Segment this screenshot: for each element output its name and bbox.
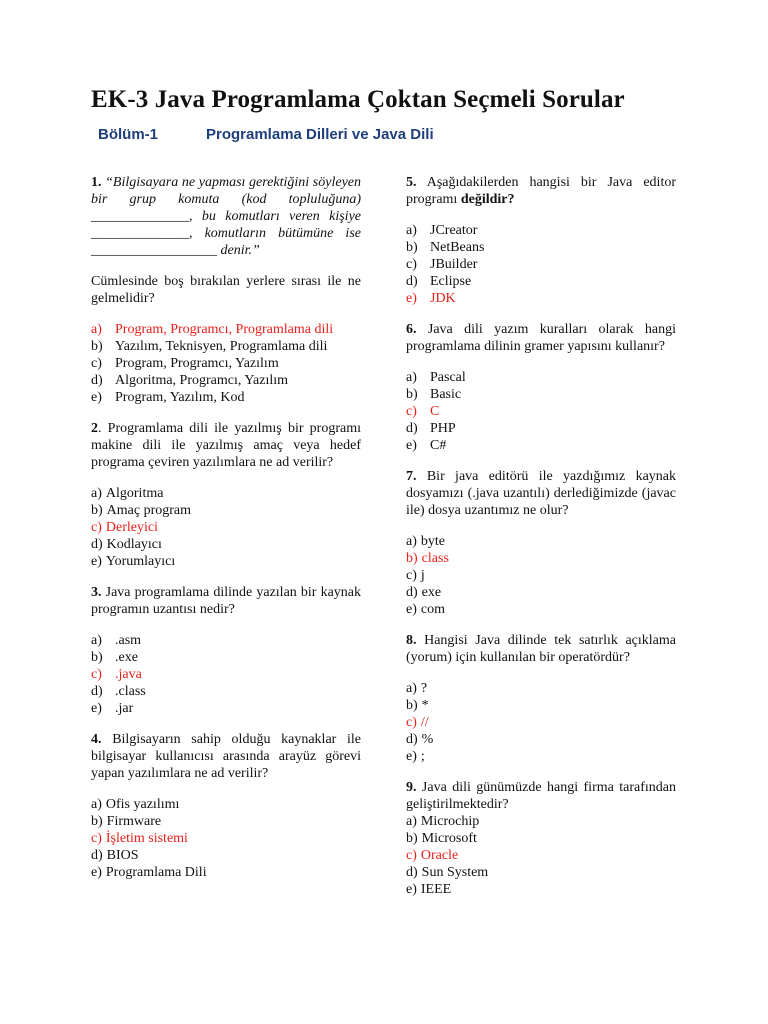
question-stem: [406, 321, 676, 355]
correct-option: [406, 550, 676, 567]
option-label: d): [91, 684, 103, 699]
answer-option: [91, 485, 361, 502]
question-stem: [406, 468, 676, 519]
answer-option: [406, 222, 676, 239]
option-text: Oracle: [420, 848, 459, 863]
option-label: b): [406, 387, 418, 402]
options-list: [406, 369, 676, 454]
option-text: Pascal: [430, 370, 466, 385]
question-number: 9.: [406, 780, 417, 795]
option-label: a): [406, 534, 417, 549]
question-8: [406, 632, 676, 765]
option-text: Program, Programcı, Yazılım: [115, 356, 279, 371]
option-text: Algoritma, Programcı, Yazılım: [115, 373, 289, 388]
option-label: a): [91, 486, 102, 501]
question-6: [406, 321, 676, 454]
option-label: d): [91, 373, 103, 388]
question-text: Aşağıdakilerden hangisi bir Java editor programı: [406, 175, 676, 207]
option-text: C#: [430, 438, 447, 453]
answer-option: [91, 389, 361, 406]
answer-option: [91, 553, 361, 570]
option-label: e): [91, 554, 102, 569]
answer-option: [406, 680, 676, 697]
section-label: Bölüm-1: [98, 126, 158, 143]
option-text: .jar: [115, 701, 134, 716]
option-label: a): [91, 797, 102, 812]
option-label: c): [91, 356, 102, 371]
answer-option: [91, 683, 361, 700]
question-text: Hangisi Java dilinde tek satırlık açıklama (yorum) için kullanılan bir operatördür?: [406, 633, 676, 665]
option-label: c): [91, 831, 102, 846]
option-label: c): [91, 667, 102, 682]
option-text: ?: [420, 681, 428, 696]
answer-option: [406, 584, 676, 601]
option-text: Sun System: [421, 865, 489, 880]
answer-option: [406, 256, 676, 273]
question-text: Java dili yazım kuralları olarak hangi programlama dilinin gramer yapısını kullanır?: [406, 322, 676, 354]
question-9: [406, 779, 676, 898]
option-text: Derleyici: [105, 520, 158, 535]
option-label: e): [91, 390, 102, 405]
question-stem: [91, 731, 361, 782]
answer-option: [406, 697, 676, 714]
options-list: [406, 680, 676, 765]
option-label: b): [91, 339, 103, 354]
option-label: e): [406, 749, 417, 764]
question-number: 3.: [91, 585, 102, 600]
question-emphasis: değildir?: [460, 192, 515, 207]
option-label: c): [406, 568, 417, 583]
answer-option: [406, 369, 676, 386]
option-text: ;: [420, 749, 425, 764]
question-number: 6.: [406, 322, 417, 337]
option-text: IEEE: [420, 882, 452, 897]
option-text: Amaç program: [106, 503, 192, 518]
option-text: class: [421, 551, 449, 566]
answer-option: [91, 372, 361, 389]
option-label: e): [406, 438, 417, 453]
section-heading: [98, 126, 434, 143]
answer-option: [91, 632, 361, 649]
option-text: %: [421, 732, 434, 747]
options-list: [406, 813, 676, 898]
answer-option: [91, 847, 361, 864]
option-label: d): [406, 865, 418, 880]
question-number: 1.: [91, 175, 102, 190]
question-3: [91, 584, 361, 717]
answer-option: [406, 881, 676, 898]
options-list: [91, 321, 361, 406]
answer-option: [91, 864, 361, 881]
option-text: exe: [421, 585, 442, 600]
option-label: b): [406, 240, 418, 255]
option-text: BIOS: [106, 848, 139, 863]
option-text: Programlama Dili: [105, 865, 207, 880]
option-label: b): [406, 831, 418, 846]
answer-option: [406, 567, 676, 584]
option-label: b): [91, 503, 103, 518]
answer-option: [91, 502, 361, 519]
option-text: Eclipse: [430, 274, 472, 289]
answer-option: [91, 536, 361, 553]
question-number: 4.: [91, 732, 102, 747]
question-number: 2: [91, 421, 98, 436]
answer-option: [406, 864, 676, 881]
answer-option: [91, 813, 361, 830]
option-text: Microsoft: [421, 831, 477, 846]
question-5: [406, 174, 676, 307]
option-label: b): [91, 814, 103, 829]
section-name: Programlama Dilleri ve Java Dili: [206, 126, 434, 143]
option-label: c): [406, 848, 417, 863]
question-1: [91, 174, 361, 406]
option-label: d): [406, 274, 418, 289]
option-text: NetBeans: [430, 240, 485, 255]
question-stem: [91, 174, 361, 259]
answer-option: [406, 601, 676, 618]
question-number: 8.: [406, 633, 417, 648]
option-text: Yorumlayıcı: [105, 554, 176, 569]
option-text: Kodlayıcı: [106, 537, 162, 552]
option-text: Algoritma: [105, 486, 164, 501]
options-list: [91, 485, 361, 570]
option-text: PHP: [430, 421, 456, 436]
correct-option: [406, 847, 676, 864]
question-quote: “Bilgisayara ne yapması gerektiğini söyleyen bir grup komuta (kod topluluğuna) ______________, bu komutları veren kişiye ______________, komutların bütümüne ise __________________ denir.”: [91, 175, 361, 258]
option-text: j: [420, 568, 425, 583]
option-text: Firmware: [106, 814, 162, 829]
answer-option: [91, 338, 361, 355]
option-text: Basic: [430, 387, 462, 402]
correct-option: [91, 666, 361, 683]
option-label: c): [406, 257, 417, 272]
question-text: Java programlama dilinde yazılan bir kaynak programın uzantısı nedir?: [91, 585, 361, 617]
option-label: e): [91, 701, 102, 716]
option-text: Program, Yazılım, Kod: [115, 390, 245, 405]
option-label: b): [406, 551, 418, 566]
question-stem: [91, 420, 361, 471]
correct-option: [91, 830, 361, 847]
option-label: a): [406, 370, 417, 385]
option-text: C: [430, 404, 440, 419]
correct-option: [91, 321, 361, 338]
options-list: [91, 632, 361, 717]
option-text: //: [420, 715, 429, 730]
option-label: e): [406, 882, 417, 897]
option-text: Microchip: [420, 814, 480, 829]
answer-option: [406, 420, 676, 437]
option-label: c): [91, 520, 102, 535]
answer-option: [406, 830, 676, 847]
answer-option: [406, 386, 676, 403]
answer-option: [406, 533, 676, 550]
option-label: d): [406, 585, 418, 600]
option-text: Yazılım, Teknisyen, Programlama dili: [115, 339, 328, 354]
option-label: d): [406, 421, 418, 436]
option-label: e): [91, 865, 102, 880]
answer-option: [91, 649, 361, 666]
answer-option: [91, 796, 361, 813]
question-stem: [406, 174, 676, 208]
option-text: JCreator: [430, 223, 478, 238]
correct-option: [406, 403, 676, 420]
question-2: [91, 420, 361, 570]
correct-option: [91, 519, 361, 536]
option-label: d): [91, 537, 103, 552]
answer-option: [406, 239, 676, 256]
option-text: Program, Programcı, Programlama dili: [115, 322, 334, 337]
option-text: com: [420, 602, 445, 617]
page-title: EK-3 Java Programlama Çoktan Seçmeli Sorular: [91, 86, 625, 113]
option-text: .exe: [115, 650, 138, 665]
option-label: e): [406, 291, 417, 306]
option-label: a): [406, 681, 417, 696]
answer-option: [406, 748, 676, 765]
question-prompt: Cümlesinde boş bırakılan yerlere sırası ile ne gelmelidir?: [91, 274, 361, 306]
question-text: Bilgisayarın sahip olduğu kaynaklar ile bilgisayar kullanıcısı arasında arayüz görevi yapan yazılımlara ne ad verilir?: [91, 732, 361, 781]
options-list: [91, 796, 361, 881]
option-label: d): [406, 732, 418, 747]
answer-option: [91, 355, 361, 372]
option-label: a): [91, 633, 102, 648]
option-label: b): [91, 650, 103, 665]
question-number: 7.: [406, 469, 417, 484]
correct-option: [406, 290, 676, 307]
question-stem: [91, 584, 361, 618]
option-text: İşletim sistemi: [105, 831, 188, 846]
options-list: [406, 222, 676, 307]
question-text: . Programlama dili ile yazılmış bir programı makine dili ile yazılmış amaç veya hedef programa çeviren yazılımlara ne ad verilir?: [91, 421, 361, 470]
option-label: a): [91, 322, 102, 337]
options-list: [406, 533, 676, 618]
question-number: 5.: [406, 175, 417, 190]
option-text: *: [421, 698, 429, 713]
option-text: .java: [115, 667, 142, 682]
option-text: byte: [420, 534, 445, 549]
option-label: a): [406, 223, 417, 238]
question-7: [406, 468, 676, 618]
question-stem: [406, 632, 676, 666]
option-label: b): [406, 698, 418, 713]
option-label: c): [406, 404, 417, 419]
option-text: JBuilder: [430, 257, 478, 272]
answer-option: [406, 437, 676, 454]
option-text: .class: [115, 684, 146, 699]
left-column: [91, 174, 361, 895]
option-label: d): [91, 848, 103, 863]
right-column: [406, 174, 676, 912]
question-text: Bir java editörü ile yazdığımız kaynak dosyamızı (.java uzantılı) derlediğimizde (javac ile) dosya uzantımız ne olur?: [406, 469, 676, 518]
option-text: .asm: [115, 633, 142, 648]
option-text: JDK: [430, 291, 456, 306]
answer-option: [406, 731, 676, 748]
answer-option: [406, 813, 676, 830]
option-label: a): [406, 814, 417, 829]
option-text: Ofis yazılımı: [105, 797, 180, 812]
answer-option: [91, 700, 361, 717]
correct-option: [406, 714, 676, 731]
option-label: c): [406, 715, 417, 730]
question-stem: [406, 779, 676, 813]
option-label: e): [406, 602, 417, 617]
answer-option: [406, 273, 676, 290]
question-text: Java dili günümüzde hangi firma tarafından geliştirilmektedir?: [406, 780, 676, 812]
question-4: [91, 731, 361, 881]
